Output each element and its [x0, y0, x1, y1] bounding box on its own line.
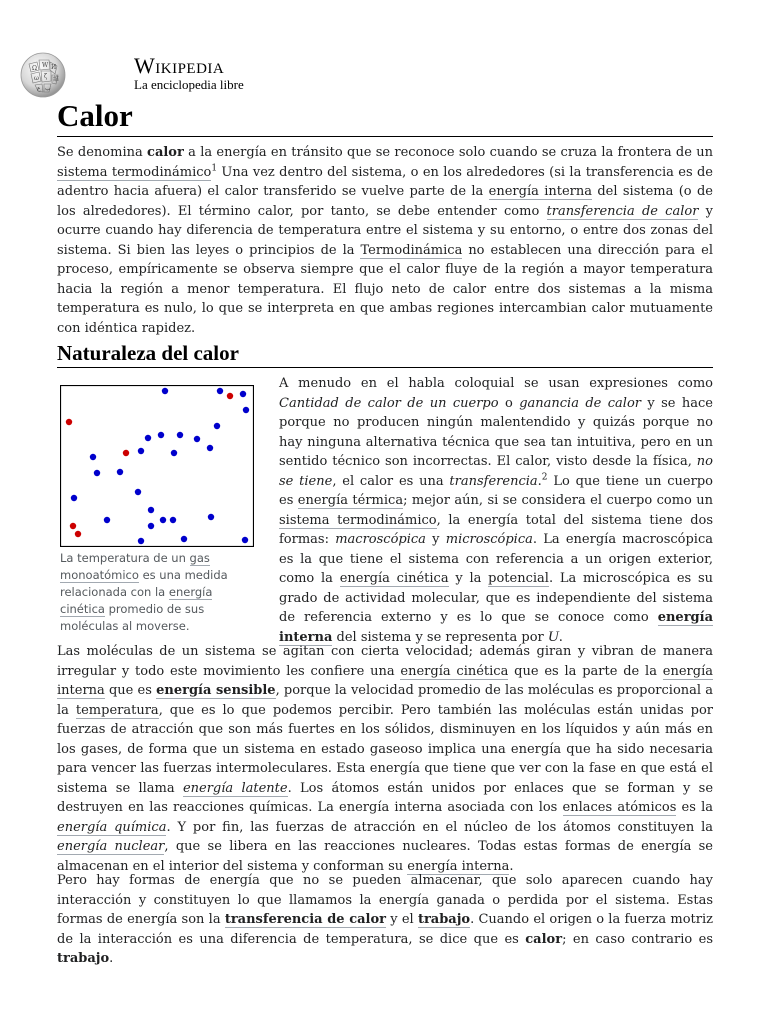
- molecule-dot: [90, 454, 96, 460]
- svg-text:維: 維: [53, 76, 60, 83]
- link-energia-interna[interactable]: energía interna: [488, 184, 593, 199]
- link-energia-quimica[interactable]: energía química: [57, 819, 167, 835]
- link-energia-nuclear[interactable]: energía nuclear: [57, 839, 165, 854]
- molecule-dot: [217, 388, 223, 394]
- hot-molecule-dot: [227, 393, 233, 399]
- link-energia-interna-3[interactable]: energía interna: [407, 858, 510, 874]
- svg-text:W: W: [42, 62, 49, 69]
- molecule-dot: [145, 435, 151, 441]
- link-energia-cinetica-2[interactable]: energía cinética: [339, 571, 449, 586]
- paragraph-3: Pero hay formas de energía que no se pueden almacenar, que solo aparecen cuando hay interacción y constituyen lo que llamamos la energía ganada o perdida por el sistema. Estas formas de energía son la transferencia de calor y el trabajo. Cuando el origen o la fuerza motriz de la interacción es una diferencia de temperatura, se dice que es calor; en caso contrario es trabajo.: [57, 873, 713, 966]
- link-energia-latente[interactable]: energía latente: [182, 780, 288, 796]
- link-energia-sensible[interactable]: energía sensible: [156, 683, 276, 698]
- ref-2[interactable]: 2: [541, 472, 548, 483]
- molecule-dot: [240, 391, 246, 397]
- molecule-dot: [242, 537, 248, 543]
- link-enlaces-atomicos[interactable]: enlaces atómicos: [562, 800, 677, 815]
- molecule-dot: [170, 517, 176, 523]
- molecule-dot: [71, 495, 77, 501]
- svg-text:И: И: [51, 64, 57, 71]
- svg-text:Ω: Ω: [32, 65, 37, 72]
- molecule-dot: [214, 423, 220, 429]
- intro-paragraph: Se denomina calor a la energía en tránsito que se reconoce solo cuando se cruza la frontera de un sistema termodinámico$^1$ Una vez dentro del sistema, o en los alrededores (si la transferencia es de adentro hacia afuera) el calor transferido se vuelve parte de la energía interna del sistema (o de los alrededores). El término calor, por tanto, se debe entender como transferencia de calor y ocurre cuando hay diferencia de temperatura entre el sistema y su entorno, o entre dos zonas del sistema. Si bien las leyes o principios de la Termodinámica no establecen una dirección para el proceso, empíricamente se observa siempre que el calor fluye de la región a mayor temperatura hacia la región a menor temperatura. El flujo neto de calor entre dos sistemas a la misma temperatura es nulo, lo que se interpreta en que ambas regiones intercambian calor mutuamente con idéntica rapidez.: [57, 145, 714, 336]
- molecule-dot: [148, 507, 154, 513]
- ref-1[interactable]: 1: [211, 163, 218, 174]
- link-energia-interna-2[interactable]: energía interna: [57, 663, 713, 698]
- svg-text:ع: ع: [37, 85, 41, 92]
- svg-text:ζ: ζ: [44, 73, 48, 80]
- link-energia-cinetica[interactable]: energía cinética: [60, 585, 213, 616]
- symbol-u: U: [547, 628, 559, 645]
- hot-molecule-dot: [70, 523, 76, 529]
- molecule-dot: [138, 448, 144, 454]
- link-energia-termica[interactable]: energía térmica: [297, 493, 404, 508]
- site-name: Wikipedia: [134, 53, 225, 78]
- molecule-dot: [181, 536, 187, 542]
- molecule-dot: [171, 450, 177, 456]
- bold-term: calor: [147, 145, 184, 160]
- link-temperatura[interactable]: temperatura: [75, 702, 159, 718]
- paragraph-1: A menudo en el habla coloquial se usan expresiones como Cantidad de calor de un cuerpo o ganancia de calor y se hace porque no producen ningún malentendido y quizás porque no hay ninguna alternativa técnica que sea tan intuitiva, pero en un sentido técnico son incorrectas. El calor, visto desde la física, no se tiene, el calor es una transferencia.$^2$ Lo que tiene un cuerpo es energía térmica; mejor aún, si se considera el cuerpo como un sistema termodinámico, la energía total del sistema tiene dos formas: macroscópica y microscópica. La energía macroscópica es la que tiene el sistema con referencia a un origen exterior, como la energía cinética y la potencial. La microscópica es su grado de actividad molecular, que es independiente del sistema de referencia externo y es lo que se conoce como energía interna del sistema y se representa por U.: [279, 376, 714, 645]
- hot-molecule-dot: [66, 419, 72, 425]
- molecule-dot: [160, 517, 166, 523]
- molecule-dot: [94, 470, 100, 476]
- molecule-dot: [135, 489, 141, 495]
- link-energia-cinetica-3[interactable]: energía cinética: [400, 663, 509, 679]
- molecule-dot: [104, 517, 110, 523]
- hot-molecule-dot: [75, 531, 81, 537]
- link-transferencia-de-calor-bold[interactable]: transferencia de calor: [224, 912, 387, 927]
- molecule-dot: [117, 469, 123, 475]
- link-sistema-termodinamico-2[interactable]: sistema termodinámico: [279, 512, 437, 528]
- paragraph-2: Las moléculas de un sistema se agitan con cierta velocidad; además giran y vibran de manera irregular y todo este movimiento les confiere una energía cinética que es la parte de la energía interna que es energía sensible, porque la velocidad promedio de las moléculas es proporcional a la temperatura, que es lo que podemos percibir. Pero también las moléculas están unidas por fuerzas de atracción que son más fuertes en los sólidos, disminuyen en los líquidos y aún más en los gases, de forma que un sistema en estado gaseoso implica una energía que ha sido necesaria para vencer las fuerzas intermoleculares. Esta energía que tiene que ver con la fase en que está el sistema se llama energía latente. Los átomos están unidos por enlaces que se forman y se destruyen en las reacciones químicas. La energía interna asociada con los enlaces atómicos es la energía química. Y por fin, las fuerzas de atracción en el núcleo de los átomos constituyen la energía nuclear, que se libera en las reacciones nucleares. Todas estas formas de energía se almacenan en el interior del sistema y conforman su energía interna.: [57, 644, 714, 874]
- section-heading: Naturaleza del calor: [57, 339, 713, 368]
- article-title: Calor: [57, 96, 713, 137]
- link-energia-interna-bold[interactable]: energía interna: [279, 610, 713, 645]
- site-tagline: La enciclopedia libre: [134, 77, 244, 92]
- molecule-dot: [177, 432, 183, 438]
- molecule-dot: [162, 388, 168, 394]
- svg-text:ب: ب: [45, 85, 51, 92]
- link-gas-monoatomico[interactable]: gas monoatómico: [60, 551, 210, 582]
- hot-molecule-dot: [123, 450, 129, 456]
- svg-text:ω: ω: [34, 75, 39, 82]
- link-sistema-termodinamico[interactable]: sistema termodinámico: [57, 164, 212, 180]
- molecule-dot: [207, 445, 213, 451]
- figure-gas-molecules: [60, 385, 254, 635]
- link-termodinamica[interactable]: Termodinámica: [360, 242, 463, 258]
- figure-caption: La temperatura de un gas monoatómico es una medida relacionada con la energía cinética promedio de sus moléculas al moverse.: [60, 551, 228, 633]
- link-potencial[interactable]: potencial: [488, 571, 549, 586]
- molecule-dot: [194, 436, 200, 442]
- molecule-dot: [138, 538, 144, 544]
- site-wordmark[interactable]: [134, 55, 244, 93]
- link-transferencia-de-calor[interactable]: transferencia de calor: [546, 203, 699, 219]
- wikipedia-globe-icon[interactable]: [17, 50, 69, 100]
- molecule-dot: [243, 407, 249, 413]
- molecule-dot: [158, 432, 164, 438]
- molecule-dot: [148, 523, 154, 529]
- link-trabajo[interactable]: trabajo: [417, 912, 471, 927]
- molecule-dot: [208, 514, 214, 520]
- gas-molecules-image[interactable]: [60, 385, 254, 547]
